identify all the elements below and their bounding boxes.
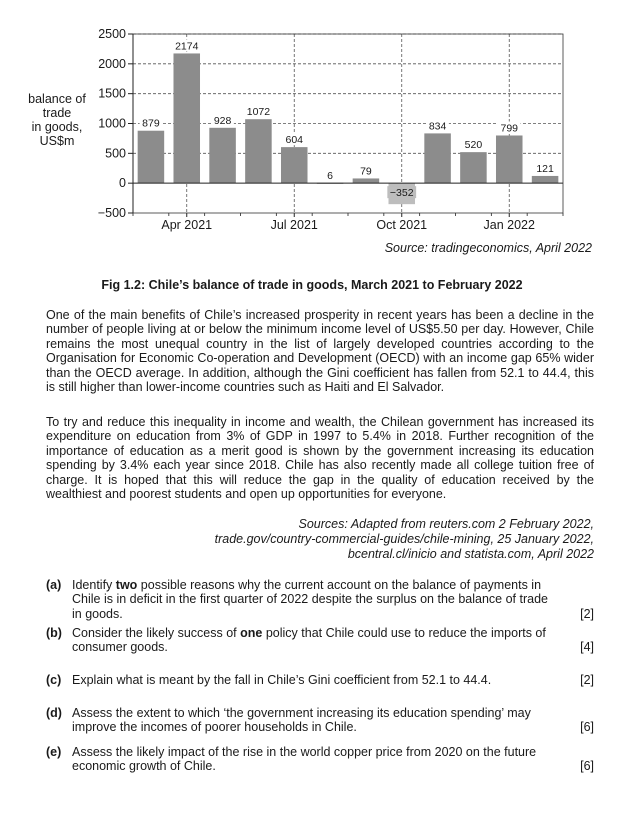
bar [353,178,380,183]
bar [532,176,559,183]
y-tick-label: 2000 [98,56,126,71]
data-label: 520 [464,139,483,152]
marks: [6] [580,759,594,774]
bar [209,128,236,183]
question-b: (b) Consider the likely success of one policy that Chile could use to reduce the imports of consumer goods. [4] [46,626,594,655]
data-label: 1072 [246,106,271,119]
question-c: (c) Explain what is meant by the fall in Chile’s Gini coefficient from 52.1 to 44.4. [2] [46,673,594,687]
bar [173,53,200,183]
data-label: 799 [500,122,519,135]
x-tick-label: Apr 2021 [161,218,213,232]
bar [496,135,523,183]
x-tick-label: Oct 2021 [376,218,428,232]
marks: [2] [580,606,594,621]
question-a: (a) Identify two possible reasons why the current account on the balance of payments in Chile is in deficit in the first quarter of 2022 despite the surplus on the balance of trade in goods. [2] [46,578,594,621]
y-tick-label: 500 [105,146,126,161]
data-label: 604 [285,134,304,147]
data-label: −352 [389,187,414,200]
bar [460,152,487,183]
sources-note: Sources: Adapted from reuters.com 2 February 2022, trade.gov/country-commercial-guides/chile-mining, 25 January 2022, bcentral.cl/inicio and statista.com, April 2022 [214,517,594,561]
y-tick-label: −500 [97,206,126,220]
x-tick-label: Jul 2021 [270,218,318,232]
paragraph-2: To try and reduce this inequality in income and wealth, the Chilean government has increased its expenditure on education from 3% of GDP in 1997 to 5.4% in 2018. Further recognition of the importance of education as a merit good is shown by the government increasing its education spending by 3.4% each year since 2018. Chile has also recently made all college tuition free of charge. It is hoped that this will reduce the gap in the quality of education received by the wealthiest and poorest students and open up opportunities for everyone. [46,415,594,502]
chart-axes [98,27,563,232]
bar [245,119,272,183]
data-label: 79 [360,165,372,178]
bar [138,131,165,183]
y-tick-label: 0 [119,176,126,191]
x-tick-label: Jan 2022 [483,218,535,232]
data-label: 928 [213,114,232,127]
y-axis-label: balance of trade in goods, US$m [28,92,86,148]
y-tick-label: 1000 [98,116,126,131]
marks: [4] [580,640,594,655]
marks: [6] [580,720,594,735]
y-tick-label: 2500 [98,27,126,41]
chart-source: Source: tradingeconomics, April 2022 [384,241,592,255]
bar [281,147,308,183]
figure-caption: Fig 1.2: Chile’s balance of trade in goods, March 2021 to February 2022 [101,278,523,292]
data-label: 834 [428,120,447,133]
marks: [2] [580,673,594,687]
data-label: 6 [327,169,334,182]
bar [424,133,451,183]
paragraph-1: One of the main benefits of Chile’s increased prosperity in recent years has been a decline in the number of people living at or below the minimum income level of US$5.50 per day. However, Chile remains the most unequal country in the list of largely developed countries according to the Organisation for Economic Co-operation and Development (OECD) with an income gap 65% wider than the OECD average. In addition, although the Gini coefficient has fallen from 52.1 to 44.4, this is still higher than lower-income countries such as Haiti and El Salvador. [46,308,594,395]
question-e: (e) Assess the likely impact of the rise in the world copper price from 2020 on the future economic growth of Chile. [6] [46,745,594,774]
data-label: 879 [142,117,160,130]
data-label: 121 [536,162,554,175]
data-label: 2174 [175,40,199,53]
y-tick-label: 1500 [98,86,126,101]
question-d: (d) Assess the extent to which ‘the government increasing its education spending’ may improve the incomes of poorer households in Chile. [6] [46,706,594,735]
